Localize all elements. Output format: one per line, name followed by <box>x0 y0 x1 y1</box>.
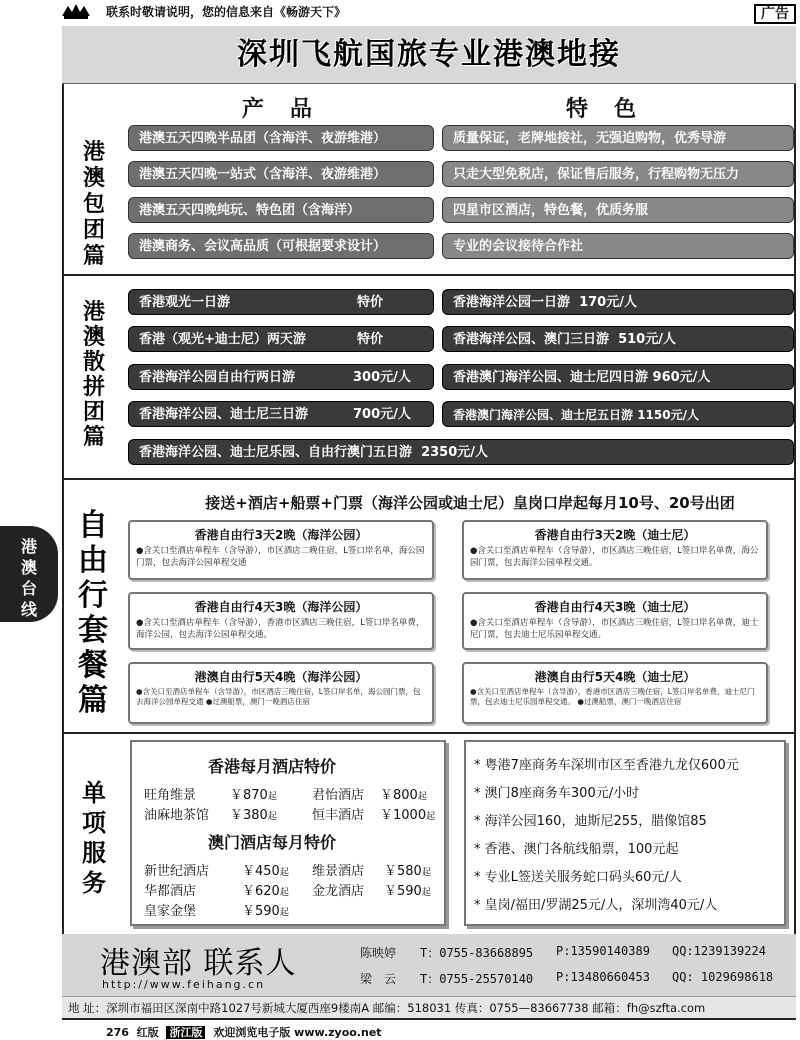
package-title: 香港自由行3天2晚（迪士尼） <box>534 528 696 542</box>
hotel-price: ￥620 <box>242 884 280 899</box>
hotel-price-unit: 起 <box>279 908 289 918</box>
hotel-price-unit: 起 <box>267 792 277 802</box>
package-desc: ●含关口至酒店单程车（含导游），市区酒店三晚住宿，L签口岸名单费，迪士尼门票，包去迪士尼乐园单程交通。 <box>470 618 759 640</box>
tour-name: 香港海洋公园、迪士尼三日游 <box>139 407 309 422</box>
package-card <box>128 662 434 724</box>
service-list-box <box>464 740 786 926</box>
package-card <box>128 520 434 580</box>
package-card <box>128 592 434 650</box>
package-desc: ●含关口至酒店单程车（含导游），香港市区酒店三晚住宿，L签口岸名单费，迪士尼门票，包去迪士尼乐园单程交通。 ●过澳船票，澳门一晚酒店住宿 <box>470 687 755 706</box>
tour-name: 香港（观光+迪士尼）两天游 <box>139 332 306 347</box>
service-item: * 专业L签送关服务蛇口码头60元/人 <box>474 870 682 885</box>
product-item: 港澳商务、会议高品质（可根据要求设计） <box>128 233 434 259</box>
hotel-price: ￥580 <box>384 864 422 879</box>
hotel-row <box>384 880 431 899</box>
tour-price: 170元/人 <box>579 295 637 310</box>
page-footer <box>106 1024 382 1040</box>
hotel-name: 新世纪酒店 <box>144 864 210 879</box>
hotel-price-unit: 起 <box>279 888 289 898</box>
hotel-name: 皇家金堡 <box>144 904 197 919</box>
package-card <box>462 662 768 724</box>
package-card <box>462 592 768 650</box>
tour-item <box>442 364 794 390</box>
section-label-text: 港澳包团篇 <box>82 140 105 269</box>
tour-price: 特价 <box>357 332 384 347</box>
tour-price: 300元/人 <box>353 370 411 385</box>
hotel-name: 油麻地茶馆 <box>144 808 210 823</box>
hotel-row <box>312 880 364 899</box>
source-notice: 联系时敬请说明，您的信息来自《畅游天下》 <box>106 5 347 19</box>
hotel-price: ￥800 <box>380 788 418 803</box>
contact-name: 陈映婷 <box>360 946 397 960</box>
hotel-price-unit: 起 <box>421 888 431 898</box>
tour-name: 香港海洋公园、澳门三日游 <box>453 332 610 347</box>
tour-item <box>128 326 434 352</box>
tour-name: 香港澳门海洋公园、迪士尼四日游 <box>453 370 649 385</box>
contact-tel: T：0755-83668895 <box>420 946 534 960</box>
hotel-row <box>242 860 289 879</box>
tour-price: 960元/人 <box>652 370 711 385</box>
hotel-price-unit: 起 <box>426 812 436 822</box>
page-header <box>62 26 796 84</box>
hotel-name: 旺角维景 <box>144 788 197 803</box>
tour-name: 香港观光一日游 <box>139 295 231 310</box>
hotel-price: ￥590 <box>242 904 280 919</box>
hotel-row <box>144 880 196 899</box>
hotel-price-unit: 起 <box>279 868 289 878</box>
feature-item: 专业的会议接待合作社 <box>442 233 794 259</box>
product-item: 港澳五天四晚半品团（含海洋、夜游维港） <box>128 125 434 151</box>
side-tab-label: 港澳台线 <box>20 537 37 619</box>
hotel-price: ￥1000 <box>380 808 427 823</box>
hotel-row <box>242 900 289 919</box>
package-desc: ●含关口至酒店单程车（含导游），市区酒店二晚住宿，L签口岸名单，海公园门票，包去海洋公园单程交通 <box>136 546 425 568</box>
ad-badge: 广告 <box>754 4 796 24</box>
hotel-name: 华都酒店 <box>144 884 197 899</box>
tour-price: 特价 <box>357 295 384 310</box>
package-title: 香港自由行4天3晚（海洋公园） <box>194 600 368 614</box>
page-title: 深圳飞航国旅专业港澳地接 <box>237 37 621 72</box>
package-desc: ●含关口至酒店单程车（含导游），香港市区酒店三晚住宿，L签口岸名单费，海洋公园，包去海洋公园单程交通。 <box>136 618 425 640</box>
contact-qq: QQ:1239139224 <box>672 944 766 958</box>
hotel-row <box>144 860 209 879</box>
contact-qq: QQ: 1029698618 <box>672 970 774 984</box>
section-label-text: 自由行套餐篇 <box>78 508 108 718</box>
product-item: 港澳五天四晚纯玩、特色团（含海洋） <box>128 197 434 223</box>
tour-price: 510元/人 <box>618 332 676 347</box>
feature-item: 质量保证，老牌地接社，无强迫购物，优秀导游 <box>442 125 794 151</box>
service-item: * 粤港7座商务车深圳市区至香港九龙仅600元 <box>474 758 739 773</box>
hotel-price: ￥450 <box>242 864 280 879</box>
hotel-price-box <box>130 740 446 926</box>
section-label-single-services <box>80 778 108 898</box>
hotel-price: ￥870 <box>230 788 268 803</box>
hotel-name: 君怡酒店 <box>312 788 365 803</box>
tour-price: 1150元/人 <box>637 408 699 422</box>
hotel-row <box>144 784 196 803</box>
mo-hotel-title: 澳门酒店每月特价 <box>208 833 337 852</box>
hotel-row <box>312 860 364 879</box>
tour-price: 700元/人 <box>353 407 411 422</box>
hotel-row <box>312 804 364 823</box>
tour-item <box>442 326 794 352</box>
feature-item: 只走大型免税店，保证售后服务，行程购物无压力 <box>442 161 794 187</box>
hotel-row <box>230 784 277 803</box>
contact-department: 港澳部 联系人 <box>100 946 297 981</box>
hotel-price-unit: 起 <box>421 868 431 878</box>
contact-mobile: P:13590140389 <box>556 944 650 958</box>
contact-name: 梁 云 <box>360 972 397 986</box>
company-url[interactable]: http://www.feihang.cn <box>102 978 266 991</box>
hotel-row <box>384 860 431 879</box>
hotel-name: 维景酒店 <box>312 864 365 879</box>
contact-mobile: P:13480660453 <box>556 970 650 984</box>
tour-item <box>442 401 794 427</box>
hotel-row <box>242 880 289 899</box>
column-head-product: 产品 <box>242 97 339 122</box>
hotel-price-unit: 起 <box>417 792 427 802</box>
side-category-tab <box>0 526 58 622</box>
edition-tag: 浙江版 <box>166 1026 205 1039</box>
tour-price: 2350元/人 <box>421 445 489 460</box>
tour-name: 香港海洋公园、迪士尼乐园、自由行澳门五日游 <box>139 445 413 460</box>
product-item: 港澳五天四晚一站式（含海洋、夜游维港） <box>128 161 434 187</box>
footer-text[interactable]: 欢迎浏览电子版 www.zyoo.net <box>213 1026 382 1039</box>
section-label-join-tours <box>80 300 108 450</box>
tour-item <box>128 401 434 427</box>
hotel-price: ￥590 <box>384 884 422 899</box>
section-label-group-tours <box>80 140 108 270</box>
package-card <box>462 520 768 580</box>
edition-label: 红版 <box>136 1026 159 1039</box>
tour-name: 香港海洋公园自由行两日游 <box>139 370 296 385</box>
column-head-feature: 特色 <box>566 97 663 122</box>
magazine-logo-icon <box>60 2 92 20</box>
page-number: 276 <box>106 1026 129 1039</box>
package-title: 香港自由行3天2晚（海洋公园） <box>194 528 368 542</box>
service-item: * 海洋公园160，迪斯尼255，腊像馆85 <box>474 814 707 829</box>
package-desc: ●含关口至酒店单程车（含导游），市区酒店三晚住宿，L签口岸名单费，海公园门票，包去海洋公园单程交通。 <box>470 546 759 568</box>
package-headline: 接送+酒店+船票+门票（海洋公园或迪士尼）皇岗口岸起每月10号、20号出团 <box>205 494 735 512</box>
contact-band <box>62 934 796 996</box>
hotel-row <box>312 784 364 803</box>
contact-tel: T：0755-25570140 <box>420 972 534 986</box>
top-bar <box>0 0 800 22</box>
package-title: 香港自由行4天3晚（迪士尼） <box>534 600 696 614</box>
hotel-price-unit: 起 <box>267 812 277 822</box>
hk-hotel-title: 香港每月酒店特价 <box>208 757 337 776</box>
section-label-free-packages <box>76 508 110 718</box>
hotel-row <box>380 784 427 803</box>
tour-item <box>442 289 794 315</box>
section-label-text: 港澳散拼团篇 <box>82 300 105 450</box>
feature-item: 四星市区酒店，特色餐，优质务服 <box>442 197 794 223</box>
tour-item <box>128 289 434 315</box>
hotel-row <box>380 804 435 823</box>
hotel-row <box>144 804 209 823</box>
package-title: 港澳自由行5天4晚（海洋公园） <box>194 670 368 684</box>
hotel-price: ￥380 <box>230 808 268 823</box>
hotel-row <box>144 900 196 919</box>
tour-name: 香港海洋公园一日游 <box>453 295 571 310</box>
package-desc: ●含关口至酒店单程车（含导游），市区酒店三晚住宿，L签口岸名单，海公园门票，包去海洋公园单程交通 ●过澳船票，澳门一晚酒店住宿 <box>136 687 421 706</box>
service-item: * 香港、澳门各航线船票，100元起 <box>474 842 679 857</box>
service-item: * 皇岗/福田/罗湖25元/人，深圳湾40元/人 <box>474 898 718 913</box>
tour-item <box>128 364 434 390</box>
package-title: 港澳自由行5天4晚（迪士尼） <box>534 670 696 684</box>
hotel-row <box>230 804 277 823</box>
tour-item-wide <box>128 439 794 465</box>
hotel-name: 恒丰酒店 <box>312 808 365 823</box>
section-label-text: 单项服务 <box>82 779 106 897</box>
hotel-name: 金龙酒店 <box>312 884 365 899</box>
company-address: 地 址：深圳市福田区深南中路1027号新城大厦西座9楼南A 邮编：518031 传真：0755—83667738 邮箱：fh@szfta.com <box>62 996 796 1018</box>
service-item: * 澳门8座商务车300元/小时 <box>474 786 640 801</box>
tour-name: 香港澳门海洋公园、迪士尼五日游 <box>453 408 634 422</box>
